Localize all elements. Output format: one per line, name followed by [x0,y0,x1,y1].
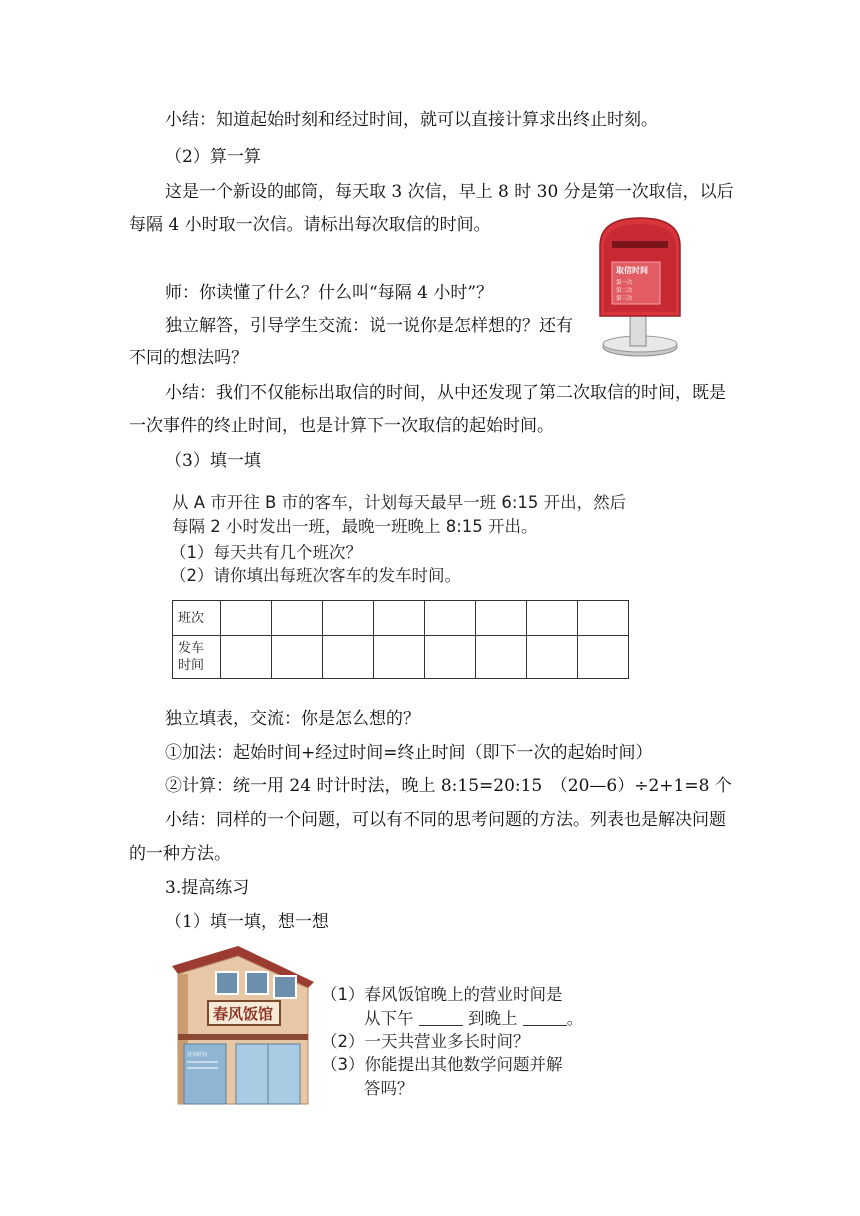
trip-cell [374,601,425,636]
restaurant-sign: 春风饭馆 [213,1005,274,1023]
summary-methods-line1: 小结：同样的一个问题，可以有不同的思考问题的方法。列表也是解决问题 [165,810,726,830]
mailbox-problem-line1: 这是一个新设的邮筒，每天取 3 次信，早上 8 时 30 分是第一次取信，以后 [165,182,734,202]
restaurant-question-3a: （3）你能提出其他数学问题并解 [321,1055,563,1074]
trip-cell [323,601,374,636]
time-cell [374,636,425,679]
time-cell [425,636,476,679]
trip-cell [578,601,629,636]
time-cell [221,636,272,679]
time-cell [476,636,527,679]
time-cell [527,636,578,679]
time-cell [272,636,323,679]
independent-answer-line1: 独立解答，引导学生交流：说一说你是怎样想的？还有 [165,316,573,336]
summary-methods-line2: 的一种方法。 [129,844,231,864]
mailbox-title: 取信时间 [616,266,648,275]
restaurant-question-2: （2）一天共营业多长时间？ [321,1032,530,1051]
time-cell [578,636,629,679]
trip-cell [527,601,578,636]
section-practice: 3.提高练习 [165,878,250,898]
restaurant-illustration [168,944,318,1110]
teacher-question: 师：你读懂了什么？什么叫“每隔 4 小时”？ [165,283,494,303]
summary-mail-line1: 小结：我们不仅能标出取信的时间，从中还发现了第二次取信的时间，既是 [165,383,726,403]
method-calculation: ②计算：统一用 24 时计时法，晚上 8:15=20:15 （20—6）÷2+1=8 个 [165,776,732,796]
table-header-trips: 班次 [173,601,221,636]
mailbox-row-1: 第一次 [616,280,633,286]
mailbox-illustration [594,214,686,360]
trip-cell [272,601,323,636]
bus-problem-line2: 每隔 2 小时发出一班，最晚一班晚上 8:15 开出。 [172,517,538,536]
section-calculate: （2）算一算 [165,147,261,167]
trip-cell [425,601,476,636]
section-fill-think: （1）填一填，想一想 [165,912,329,932]
table-header-departure: 发车 时间 [173,636,221,679]
restaurant-question-1a: （1）春风饭馆晚上的营业时间是 [321,985,563,1004]
mailbox-problem-line2: 每隔 4 小时取一次信。请标出每次取信的时间。 [129,215,491,235]
time-cell [323,636,374,679]
method-addition: ①加法：起始时间+经过时间=终止时间（即下一次的起始时间） [165,743,653,763]
summary-start-time: 小结：知道起始时刻和经过时间，就可以直接计算求出终止时刻。 [165,110,658,130]
bus-schedule-table [172,600,629,679]
restaurant-question-1b: 从下午 到晚上 。 [364,1009,584,1028]
mailbox-row-3: 第三次 [616,296,633,302]
trip-cell [476,601,527,636]
bus-question-1: （1）每天共有几个班次？ [170,543,362,562]
mailbox-row-2: 第二次 [616,288,633,294]
afternoon-time-blank[interactable] [419,1009,463,1026]
trip-cell [221,601,272,636]
summary-mail-line2: 一次事件的终止时间，也是计算下一次取信的起始时间。 [129,416,554,436]
evening-time-blank[interactable] [523,1009,567,1026]
restaurant-question-3b: 答吗？ [364,1079,414,1098]
fill-independent: 独立填表，交流：你是怎么想的？ [165,709,420,729]
business-hours-board: 营业时间 [187,1052,208,1058]
bus-question-2: （2）请你填出每班次客车的发车时间。 [170,566,461,585]
independent-answer-line2: 不同的想法吗？ [129,348,248,368]
section-fill: （3）填一填 [165,451,261,471]
bus-problem-line1: 从 A 市开往 B 市的客车，计划每天最早一班 6:15 开出，然后 [172,493,627,512]
